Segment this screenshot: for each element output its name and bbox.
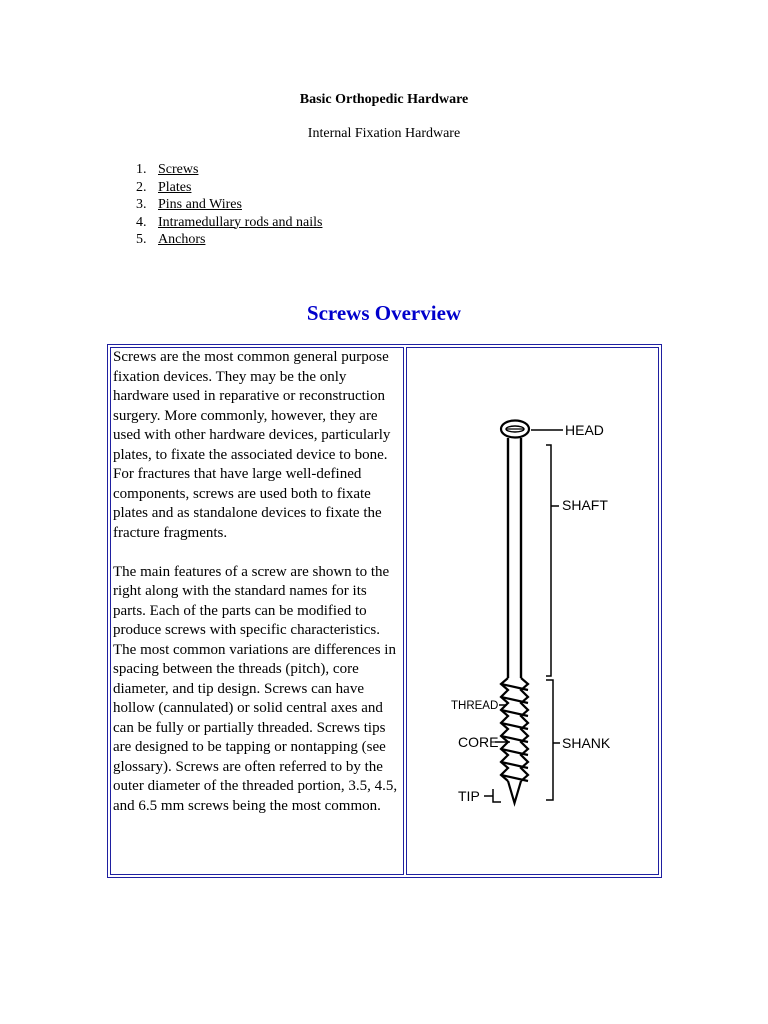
page-subtitle: Internal Fixation Hardware	[307, 126, 461, 141]
screw-tip	[508, 781, 521, 803]
screw-diagram-cell	[406, 347, 659, 875]
toc-item-pins-wires	[136, 196, 322, 214]
overview-paragraph-1: Screws are the most common general purpose fixation devices. They may be the only hardware used in reparative or reconstruction surgery. More commonly, however, they are used with other hardware devices, particularly plates, to fixate the associated device to bone. For fractures that have large well-defined components, screws are used both to fixate plates and as standalone devices to fixate the fracture fragments.	[113, 349, 391, 541]
toc-link-anchors[interactable]: Anchors	[158, 232, 206, 247]
shank-label: SHANK	[562, 735, 611, 751]
table-of-contents	[136, 161, 322, 249]
overview-paragraph-2: The main features of a screw are shown to the right along with the standard names for its parts. Each of the parts can be modified to produce screws with specific characteristics. The most common variations are differences in spacing between the threads (pitch), core diameter, and tip design. Screws can have hollow (cannulated) or solid central axes and can be fully or partially threaded. Screws tips are designed to be tapping or nontapping (see glossary). Screws are often referred to by the outer diameter of the threaded portion, 3.5, 4.5, and 6.5 mm screws being the most common.	[113, 563, 398, 814]
toc-item-screws	[136, 161, 322, 179]
toc-item-plates	[136, 179, 322, 197]
core-label: CORE	[458, 734, 499, 750]
tip-label: TIP	[458, 788, 480, 804]
toc-number: 1.	[136, 162, 147, 177]
toc-number: 5.	[136, 232, 147, 247]
section-heading: Screws Overview	[306, 301, 462, 325]
overview-text-cell	[110, 347, 404, 875]
head-label: HEAD	[565, 422, 604, 438]
toc-link-intramedullary[interactable]: Intramedullary rods and nails	[158, 214, 323, 230]
toc-item-intramedullary	[136, 214, 322, 232]
page-title: Basic Orthopedic Hardware	[299, 92, 469, 107]
shaft-label: SHAFT	[562, 497, 608, 513]
toc-link-screws[interactable]: Screws	[158, 162, 199, 177]
screw-shaft	[508, 438, 521, 678]
screw-diagram	[407, 348, 658, 874]
toc-item-anchors	[136, 231, 322, 249]
screw-head	[501, 421, 529, 438]
toc-link-plates[interactable]: Plates	[158, 179, 192, 195]
toc-number: 3.	[136, 197, 147, 212]
toc-number: 4.	[136, 214, 147, 230]
toc-link-pins-wires[interactable]: Pins and Wires	[158, 197, 242, 212]
screw-threads	[501, 678, 528, 781]
toc-number: 2.	[136, 179, 147, 195]
thread-label: THREAD	[451, 700, 499, 712]
